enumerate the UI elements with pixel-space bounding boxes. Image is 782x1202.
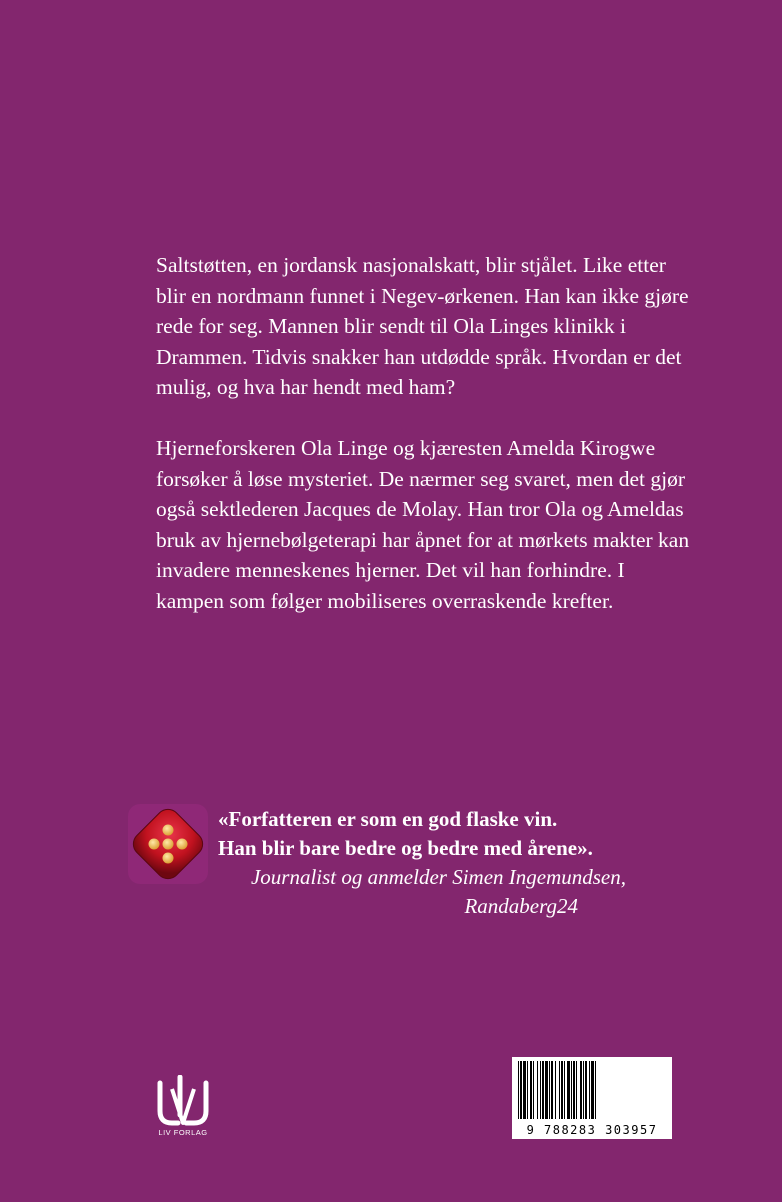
barcode-bar [555,1061,556,1119]
barcode-bar [573,1061,575,1119]
barcode-bar [523,1061,526,1119]
barcode-bar [533,1061,534,1119]
barcode-bar [589,1061,590,1119]
blurb-paragraph-2: Hjerneforskeren Ola Linge og kjæresten Amelda Kirogwe forsøker å løse mysteriet. De nærmer seg svaret, men det gjør også sektlederen Jacques de Molay. Han tror Ola og Ameldas bruk av hjernebølgeterapi har åpnet for at mørkets makter kan invadere menneskenes hjerner. Det vil han forhindre. I kampen som følger mobiliseres overraskende krefter. [156,435,690,613]
barcode-bar [530,1061,532,1119]
isbn-barcode [512,1057,672,1139]
barcode-bar [518,1061,519,1119]
quote-line-1: «Forfatteren er som en god flaske vin. [218,807,558,831]
barcode-bar [520,1061,522,1119]
barcode-bar [551,1061,553,1119]
dice-icon [124,800,212,888]
barcode-bar [561,1061,563,1119]
quote-line-2: Han blir bare bedre og bedre med årene». [218,836,593,860]
barcode-bar [591,1061,594,1119]
quote-attribution-2: Randaberg24 [464,894,578,918]
quote-attribution-1: Journalist og anmelder Simen Ingemundsen, [250,865,626,889]
barcode-bar [527,1061,528,1119]
barcode-bar [595,1061,596,1119]
blurb-paragraph-1: Saltstøtten, en jordansk nasjonalskatt, blir stjålet. Like etter blir en nordmann funnet i Negev-ørkenen. Han kan ikke gjøre rede for seg. Mannen blir sendt til Ola Linges klinikk i Drammen. Tidvis snakker han utdødde språk. Hvordan er det mulig, og hva har hendt med ham? [156,253,689,400]
barcode-bar [564,1061,565,1119]
barcode-bar [585,1061,587,1119]
barcode-bar [567,1061,570,1119]
barcode-bar [540,1061,541,1119]
barcode-bar [583,1061,584,1119]
barcode-bar [537,1061,538,1119]
barcode-bar [559,1061,560,1119]
isbn-number: 9 788283 303957 [526,1123,658,1137]
barcode-bar [549,1061,550,1119]
publisher-name: LIV FORLAG [158,1128,208,1137]
back-cover-blurb [156,250,696,647]
review-quote [218,805,638,921]
barcode-bar [571,1061,572,1119]
barcode-bar [542,1061,544,1119]
barcode-bar [545,1061,548,1119]
barcode-bar [580,1061,582,1119]
barcode-bar [576,1061,577,1119]
